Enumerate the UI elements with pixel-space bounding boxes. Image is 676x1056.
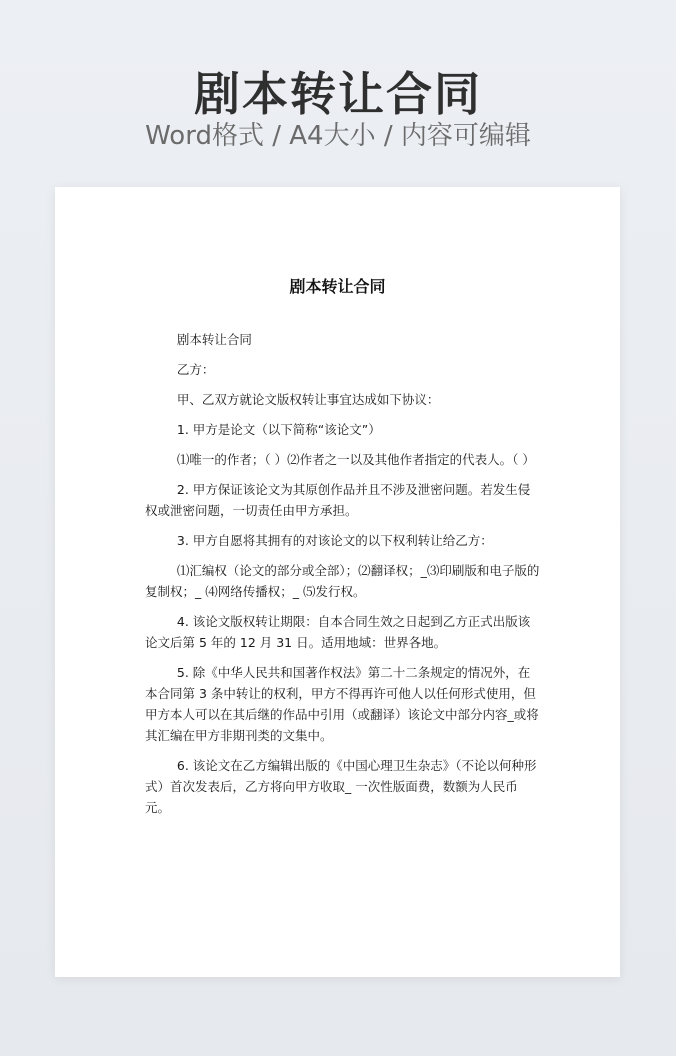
document-title: 剧本转让合同 [289,277,386,296]
banner-subtitle: Word格式 / A4大小 / 内容可编辑 [145,121,531,151]
clause-1-options: ⑴唯一的作者；（ ）⑵作者之一以及其他作者指定的代表人。（ ） [176,452,535,467]
paragraph-party-b: 乙方： [176,362,215,377]
clause-3: 3. 甲方自愿将其拥有的对该论文的以下权利转让给乙方： [176,533,493,548]
clause-5: 5. 除《中华人民共和国著作权法》第二十二条规定的情况外，在本合同第 3 条中转让的权利，甲方不得再许可他人以任何形式使用，但甲方本人可以在其后继的作品中引用（或翻译）该论文中部分内容_或将其汇编在甲方非期刊类的文集中。 [145,665,539,743]
paragraph-agreement-intro: 甲、乙双方就论文版权转让事宜达成如下协议： [176,392,440,407]
clause-1: 1. 甲方是论文（以下简称“该论文”） [176,422,381,437]
banner-title: 剧本转让合同 [194,67,482,121]
document-body [145,329,540,827]
clause-2: 2. 甲方保证该论文为其原创作品并且不涉及泄密问题。若发生侵权或泄密问题，一切责任由甲方承担。 [145,482,531,518]
clause-4: 4. 该论文版权转让期限：自本合同生效之日起到乙方正式出版该论文后第 5 年的 12 月 31 日。适用地域：世界各地。 [145,614,531,650]
clause-3-rights: ⑴汇编权（论文的部分或全部）；⑵翻译权；_⑶印刷版和电子版的复制权；_ ⑷网络传播权；_ ⑸发行权。 [145,563,540,599]
paragraph-heading: 剧本转让合同 [176,332,252,347]
clause-6: 6. 该论文在乙方编辑出版的《中国心理卫生杂志》（不论以何种形式）首次发表后，乙方将向甲方收取_ 一次性版面费，数额为人民币元。 [145,758,537,815]
